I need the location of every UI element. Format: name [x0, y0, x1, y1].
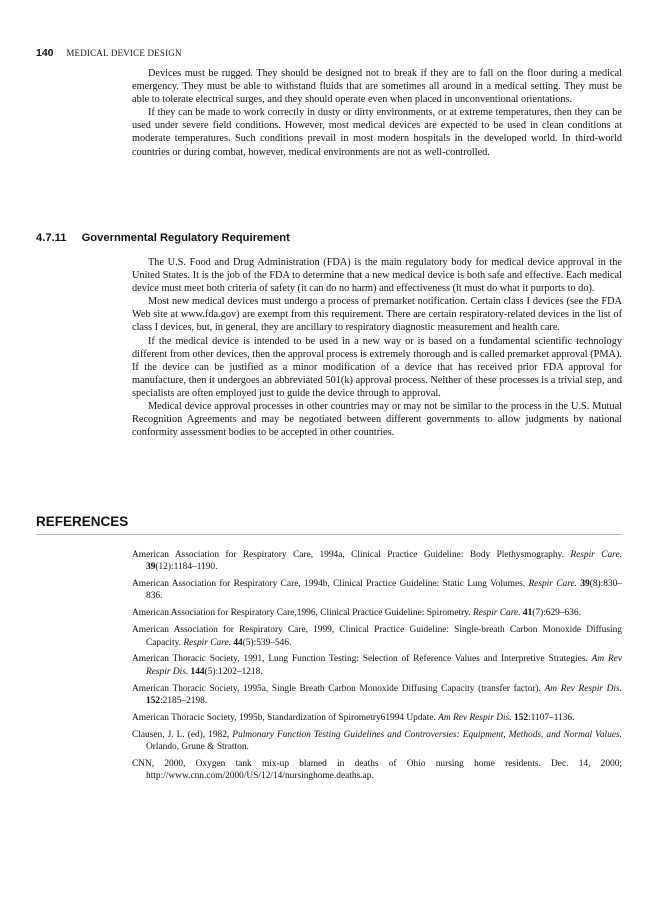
- reference-item: American Association for Respiratory Care, 1994b, Clinical Practice Guideline: Static Lung Volumes. Respir Care. 39(8):830–836.: [132, 579, 622, 602]
- page-number: 140: [36, 47, 54, 59]
- running-header: [36, 47, 182, 59]
- paragraph: Most new medical devices must undergo a process of premarket notification. Certain class I devices (see the FDA Web site at www.fda.gov) are exempt from this requirement. There are certain respiratory-related devices in the list of class I devices, but, in general, they are ancillary to respiratory diagnostic measurement and health care.: [132, 296, 622, 334]
- reference-item: American Association for Respiratory Care, 1994a, Clinical Practice Guideline: Body Plethysmography. Respir Care. 39(12):1184–1190.: [132, 550, 622, 573]
- paragraph: Medical device approval processes in other countries may or may not be similar to the process in the U.S. Mutual Recognition Agreements and may be negotiated between different governments to allow judgments by national conformity assessment bodies to be accepted in other countries.: [132, 401, 622, 439]
- references-heading: REFERENCES: [36, 514, 622, 535]
- reference-item: American Thoracic Society, 1995a, Single Breath Carbon Monoxide Diffusing Capacity (transfer factor). Am Rev Respir Dis. 152:2185–2198.: [132, 683, 622, 706]
- paragraph: If they can be made to work correctly in dusty or dirty environments, or at extreme temperatures, then they can be used under severe field conditions. However, most medical devices are expected to be used in clean conditions at moderate temperatures. Such conditions prevail in most modern hospitals in the developed world. In third-world countries or during combat, however, medical environments are not as well-controlled.: [132, 107, 622, 158]
- reference-item: American Thoracic Society, 1991, Lung Function Testing: Selection of Reference Values and Interpretive Strategies. Am Rev Respir Dis. 144(5):1202–1218.: [132, 654, 623, 677]
- section-body: [132, 256, 622, 439]
- reference-item: American Association for Respiratory Care, 1999, Clinical Practice Guideline: Single-breath Carbon Monoxide Diffusing Capacity. Respir Care. 44(5):539–546.: [132, 625, 622, 648]
- paragraph: If the medical device is intended to be used in a new way or is based on a fundamental scientific technology different from other devices, then the approval process is extremely thorough and is called premarket approval (PMA). If the device can be justified as a minor modification of a device that has received prior FDA approval for manufacture, then it undergoes an abbreviated 501(k) approval process. Neither of these processes is a trivial step, and specialists are often employed just to guide the device through to approval.: [132, 335, 622, 399]
- paragraph: Devices must be rugged. They should be designed not to break if they are to fall on the floor during a medical emergency. They must be able to withstand fluids that are sometimes all around in a medical setting. They must be able to tolerate electrical surges, and they should operate even when placed in unconventional orientations.: [132, 68, 622, 106]
- reference-list: [132, 549, 622, 787]
- section-number: 4.7.11: [36, 232, 67, 244]
- reference-item: Clausen, J. L. (ed), 1982, Pulmonary Function Testing Guidelines and Controversies: Equipment, Methods, and Normal Values. Orlando, Grune & Stratton.: [132, 729, 622, 753]
- intro-text: [132, 67, 622, 159]
- section-heading: [36, 232, 290, 244]
- section-title: Governmental Regulatory Requirement: [81, 232, 290, 244]
- running-title: MEDICAL DEVICE DESIGN: [66, 48, 182, 58]
- reference-item: American Association for Respiratory Care,1996, Clinical Practice Guideline: Spirometry. Respir Care. 41(7):629–636.: [132, 608, 581, 619]
- reference-item: American Thoracic Society, 1995b, Standardization of Spirometry61994 Update. Am Rev Respir Dis. 152:1107–1136.: [132, 712, 575, 723]
- reference-item: CNN, 2000, Oxygen tank mix-up blamed in deaths of Ohio nursing home residents. Dec. 14, 2000; http://www.cnn.com/2000/US/12/14/nursinghome.deaths.ap.: [132, 758, 622, 782]
- paragraph: The U.S. Food and Drug Administration (FDA) is the main regulatory body for medical device approval in the United States. It is the job of the FDA to determine that a new medical device is both safe and effective. Each medical device must meet both criteria of safety (it can do no harm) and effectiveness (it must do what it purports to do).: [132, 257, 622, 295]
